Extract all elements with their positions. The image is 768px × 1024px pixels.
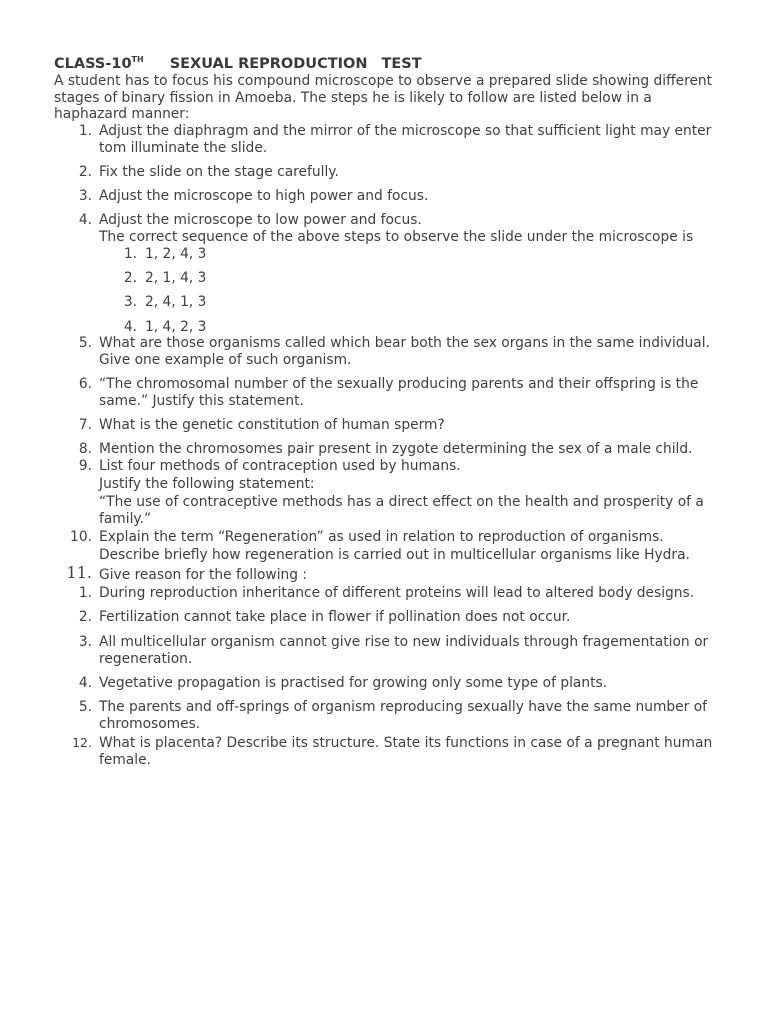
list-text: Adjust the diaphragm and the mirror of the microscope so that sufficient light may enter tom illuminate the slide. <box>99 123 712 156</box>
list-text: Vegetative propagation is practised for growing only some type of plants. <box>99 675 608 691</box>
question-text: What are those organisms called which bear both the sex organs in the same individual. Give one example of such organism. <box>99 335 710 368</box>
question-number: 6. <box>78 376 92 392</box>
option-number: 4. <box>123 319 137 335</box>
subject-label: SEXUAL REPRODUCTION <box>169 56 368 72</box>
question-text: What is placenta? Describe its structure. State its functions in case of a pregnant human female. <box>99 735 713 768</box>
list-number: 3. <box>78 634 92 650</box>
list-number: 5. <box>78 699 92 715</box>
page-title <box>54 55 422 72</box>
question-text: Give reason for the following : <box>99 567 308 583</box>
question-number: 7. <box>78 417 92 433</box>
list-text: Fertilization cannot take place in flower if pollination does not occur. <box>99 609 571 625</box>
option-text: 2, 1, 4, 3 <box>145 270 207 286</box>
option-text: 2, 4, 1, 3 <box>145 294 207 310</box>
question-text: Mention the chromosomes pair present in zygote determining the sex of a male child. <box>99 441 693 457</box>
question-number: 12. <box>72 735 92 750</box>
list-text: Adjust the microscope to high power and focus. <box>99 188 429 204</box>
list-text: All multicellular organism cannot give rise to new individuals through fragementation or regeneration. <box>99 634 709 667</box>
question-text: Explain the term “Regeneration” as used in relation to reproduction of organisms. <box>99 529 664 545</box>
question-number: 11. <box>66 563 92 582</box>
question-number: 5. <box>78 335 92 351</box>
option-number: 3. <box>123 294 137 310</box>
question-number: 8. <box>78 441 92 457</box>
class-label: CLASS-10 <box>54 56 132 72</box>
list-number: 1. <box>78 585 92 601</box>
list-text: Fix the slide on the stage carefully. <box>99 164 339 180</box>
list-text: During reproduction inheritance of different proteins will lead to altered body designs. <box>99 585 695 601</box>
option-number: 1. <box>123 246 137 262</box>
test-label: TEST <box>381 56 422 72</box>
question-text: What is the genetic constitution of human sperm? <box>99 417 445 433</box>
list-text: Adjust the microscope to low power and focus. <box>99 212 422 228</box>
list-number: 3. <box>78 188 92 204</box>
question-text: “The chromosomal number of the sexually producing parents and their offspring is the same.” Justify this statement. <box>99 376 699 409</box>
question-text: List four methods of contraception used by humans. <box>99 458 461 474</box>
class-superscript: TH <box>131 55 144 64</box>
list-number: 4. <box>78 675 92 691</box>
list-number: 2. <box>78 164 92 180</box>
list-text: The parents and off-springs of organism reproducing sexually have the same number of chromosomes. <box>99 699 707 732</box>
question-number: 10. <box>70 529 92 545</box>
list-number: 1. <box>78 123 92 139</box>
question-number: 9. <box>78 458 92 474</box>
option-text: 1, 2, 4, 3 <box>145 246 207 262</box>
list-number: 4. <box>78 212 92 228</box>
option-number: 2. <box>123 270 137 286</box>
document-page: CLASS-10TH SEXUAL REPRODUCTION TEST A student has to focus his compound microscope to observe a prepared slide showing different stages of binary fission in Amoeba. The steps he is likely to follow are listed below in a haphazard manner: 1. Adjust the diaphragm and the mirror of the microscope so that sufficient light may enter tom illuminate the slide. 2. Fix the slide on the stage carefully. 3. Adjust the microscope to high power and focus. 4. Adjust the microscope to low power and focus. The correct sequence of the above steps to observe the slide under the microscope is 1. 1, 2, 4, 3 2. 2, 1, 4, 3 3. 2, 4, 1, 3 4. 1, 4, 2, 3 5. What are those organisms called which bear both the sex organs in the same individual. Give one example of such organism. 6. “The chromosomal number of the sexually producing parents and their offspring is the same.” Justify this statement. 7. What is the genetic constitution of human sperm? 8. Mention the chromosomes pair present in zygote determining the sex of a male child. 9. List four methods of contraception used by humans. Justify the following statement: “The use of contraceptive methods has a direct effect on the health and prosperity of a family.” 10. Explain the term “Regeneration” as used in relation to reproduction of organisms. Describe briefly how regeneration is carried out in multicellular organisms like Hydra. 11. Give reason for the following : 1. During reproduction inheritance of different proteins will lead to altered body designs. 2. Fertilization cannot take place in flower if pollination does not occur. 3. All multicellular organism cannot give rise to new individuals through fragementation or regeneration. 4. Vegetative propagation is practised for growing only some type of plants. 5. The parents and off-springs of organism reproducing sexually have the same number of chromosomes. 12. What is placenta? Describe its structure. State its functions in case of a pregnant human female. <box>0 0 768 1024</box>
list-number: 2. <box>78 609 92 625</box>
intro-paragraph: A student has to focus his compound microscope to observe a prepared slide showing different stages of binary fission in Amoeba. The steps he is likely to follow are listed below in a haphazard manner: <box>54 73 713 123</box>
option-text: 1, 4, 2, 3 <box>145 319 207 335</box>
